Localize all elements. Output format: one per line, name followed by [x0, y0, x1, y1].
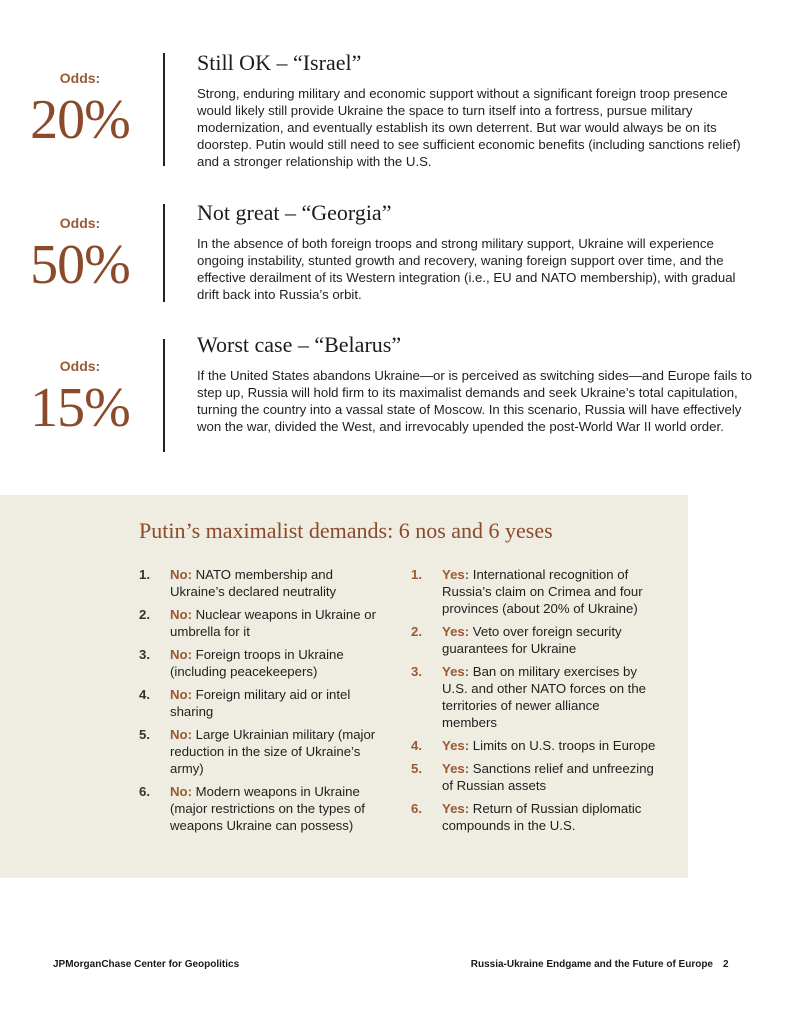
page-number: 2: [723, 959, 729, 970]
item-number: 5.: [139, 727, 150, 742]
item-number: 3.: [139, 647, 150, 662]
item-text: NATO membership and Ukraine’s declared neutrality: [170, 567, 337, 599]
scenario-title: Worst case – “Belarus”: [197, 332, 402, 357]
item-key: No:: [170, 607, 192, 622]
scenario-title: Not great – “Georgia”: [197, 200, 392, 225]
item-number: 5.: [411, 761, 422, 776]
item-key: Yes:: [442, 738, 470, 753]
item-text: Ban on military exercises by U.S. and other NATO forces on the territories of newer alliance members: [442, 664, 647, 730]
item-key: Yes:: [442, 567, 470, 582]
item-number: 1.: [411, 567, 422, 582]
divider-line: [163, 53, 165, 166]
list-item: [411, 737, 657, 754]
item-number: 3.: [411, 664, 422, 679]
item-text: Veto over foreign security guarantees for Ukraine: [442, 624, 622, 656]
list-item: [411, 663, 657, 731]
scenario-text: If the United States abandons Ukraine—or is perceived as switching sides—and Europe fails to step up, Russia will hold firm to its maximalist demands and seek Ukraine’s total capitulation, turning the country into a vassal state of Moscow. In this scenario, Russia will have effectively won the war, divided the West, and irrevocably upended the post-World War II world order.: [197, 368, 752, 434]
list-item: [411, 623, 657, 657]
item-text: Large Ukrainian military (major reduction in the size of Ukraine’s army): [170, 727, 376, 776]
odds-value: 50%: [30, 234, 130, 296]
item-key: No:: [170, 687, 192, 702]
list-item: [139, 726, 388, 777]
item-text: Limits on U.S. troops in Europe: [469, 738, 656, 753]
divider-line: [163, 339, 165, 452]
item-key: Yes:: [442, 761, 470, 776]
list-item: [139, 606, 388, 640]
item-number: 6.: [139, 784, 150, 799]
footer-report-title: Russia-Ukraine Endgame and the Future of Europe: [470, 959, 713, 970]
item-text: Return of Russian diplomatic compounds in the U.S.: [442, 801, 642, 833]
yeses-list: [411, 566, 657, 840]
item-key: No:: [170, 727, 192, 742]
item-key: Yes:: [442, 664, 470, 679]
item-key: Yes:: [442, 801, 470, 816]
item-text: Modern weapons in Ukraine (major restrictions on the types of weapons Ukraine can possess): [170, 784, 365, 833]
item-key: No:: [170, 647, 192, 662]
odds-label: Odds:: [59, 358, 101, 374]
item-text: Foreign troops in Ukraine (including peacekeepers): [170, 647, 344, 679]
demands-title: Putin’s maximalist demands: 6 nos and 6 yeses: [139, 518, 553, 543]
scenario-text: Strong, enduring military and economic support without a significant foreign troop presence would likely still provide Ukraine the space to turn itself into a fortress, pursue military modernization, and eventually establish its own deterrent. But war would always be on its doorstep. Putin would still need to see sufficient economic benefits (including sanctions relief) and a stronger relationship with the U.S.: [197, 86, 741, 169]
nos-list: [139, 566, 388, 840]
odds-value: 15%: [30, 377, 130, 439]
item-number: 2.: [139, 607, 150, 622]
list-item: [139, 686, 388, 720]
item-text: Foreign military aid or intel sharing: [170, 687, 351, 719]
scenario-text: In the absence of both foreign troops and strong military support, Ukraine will experience ongoing instability, stunted growth and recovery, waning foreign support over time, and the effective derailment of its Western integration (i.e., EU and NATO membership), with gradual drift back into Russia’s orbit.: [197, 236, 736, 302]
list-item: [139, 646, 388, 680]
odds-block: [0, 215, 160, 296]
item-number: 4.: [139, 687, 150, 702]
odds-block: [0, 358, 160, 439]
list-item: [411, 800, 657, 834]
list-item: [411, 566, 657, 617]
item-number: 6.: [411, 801, 422, 816]
odds-value: 20%: [30, 89, 130, 151]
list-item: [139, 566, 388, 600]
divider-line: [163, 204, 165, 302]
item-text: International recognition of Russia’s claim on Crimea and four provinces (about 20% of Ukraine): [442, 567, 643, 616]
list-item: [139, 783, 388, 834]
item-key: No:: [170, 784, 192, 799]
footer-org: JPMorganChase Center for Geopolitics: [53, 959, 240, 970]
item-number: 1.: [139, 567, 150, 582]
odds-label: Odds:: [59, 215, 101, 231]
item-text: Nuclear weapons in Ukraine or umbrella for it: [170, 607, 376, 639]
item-number: 4.: [411, 738, 422, 753]
list-item: [411, 760, 657, 794]
item-text: Sanctions relief and unfreezing of Russian assets: [442, 761, 654, 793]
item-key: Yes:: [442, 624, 470, 639]
item-number: 2.: [411, 624, 422, 639]
odds-label: Odds:: [59, 70, 101, 86]
odds-block: [0, 70, 160, 151]
scenario-title: Still OK – “Israel”: [197, 50, 362, 75]
item-key: No:: [170, 567, 192, 582]
